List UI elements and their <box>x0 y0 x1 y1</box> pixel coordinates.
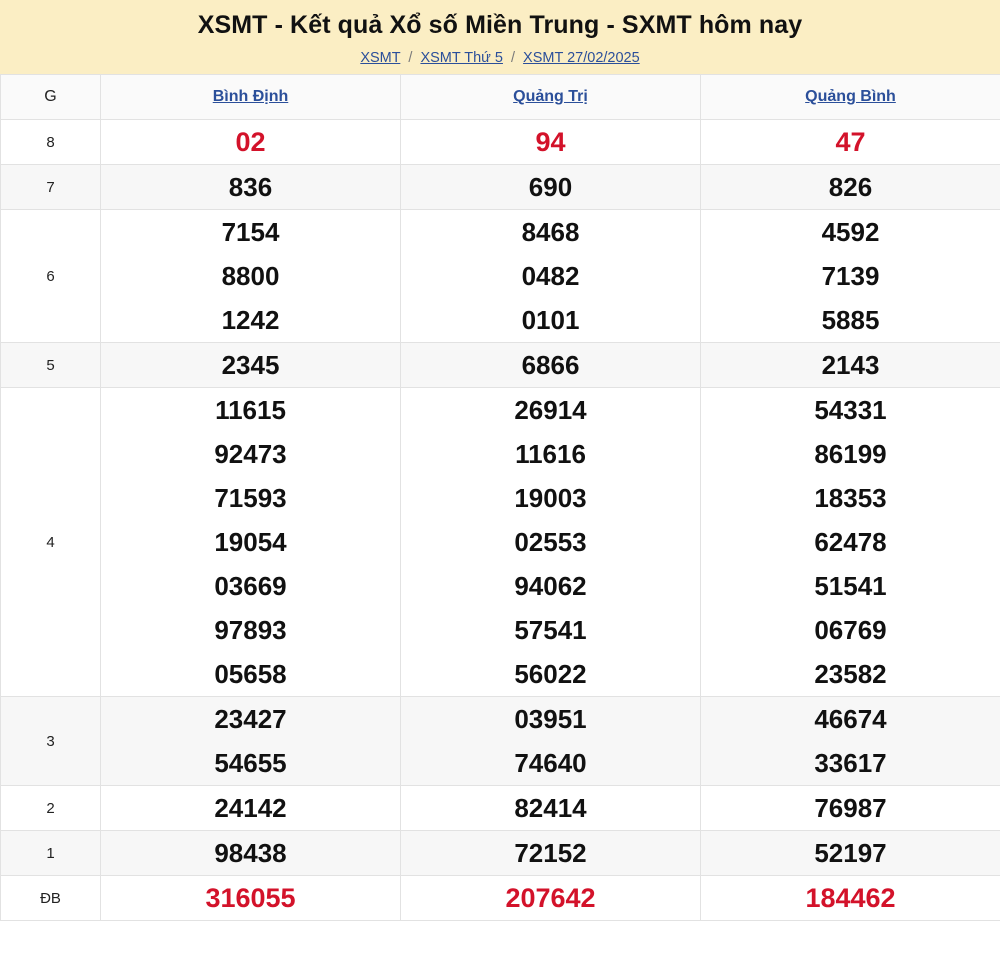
prize-numbers-cell <box>401 120 701 165</box>
lottery-number: 97893 <box>214 615 287 646</box>
lottery-number: 94062 <box>514 571 587 602</box>
lottery-number: 05658 <box>214 659 287 690</box>
prize-numbers-cell <box>401 831 701 876</box>
table-row <box>1 876 1000 921</box>
page-header <box>0 0 1000 74</box>
lottery-number: 94 <box>535 127 566 158</box>
prize-numbers-cell <box>701 165 1000 210</box>
results-table <box>0 74 1000 921</box>
lottery-number: 62478 <box>814 527 887 558</box>
lottery-number: 82414 <box>514 793 587 824</box>
prize-label: 1 <box>1 831 101 876</box>
column-header-province-3 <box>701 75 1000 120</box>
lottery-number: 33617 <box>814 748 887 779</box>
lottery-number: 02 <box>235 127 266 158</box>
prize-numbers-cell <box>101 165 401 210</box>
lottery-number: 8800 <box>221 261 280 292</box>
lottery-number: 56022 <box>514 659 587 690</box>
table-row <box>1 165 1000 210</box>
lottery-number: 0482 <box>521 261 580 292</box>
prize-numbers-cell <box>101 876 401 921</box>
lottery-number: 8468 <box>521 217 580 248</box>
lottery-number: 54331 <box>814 395 887 426</box>
lottery-number: 4592 <box>821 217 880 248</box>
prize-numbers-cell <box>101 786 401 831</box>
prize-numbers-cell <box>701 210 1000 343</box>
lottery-number: 72152 <box>514 838 587 869</box>
table-body <box>1 120 1000 921</box>
table-row <box>1 388 1000 697</box>
table-row <box>1 697 1000 786</box>
prize-numbers-cell <box>101 697 401 786</box>
lottery-number: 52197 <box>814 838 887 869</box>
prize-label: 7 <box>1 165 101 210</box>
lottery-number: 1242 <box>221 305 280 336</box>
table-row <box>1 120 1000 165</box>
prize-numbers-cell <box>701 388 1000 697</box>
column-header-province-1 <box>101 75 401 120</box>
prize-label: 6 <box>1 210 101 343</box>
lottery-number: 71593 <box>214 483 287 514</box>
prize-numbers-cell <box>401 388 701 697</box>
province-link-2[interactable]: Quảng Trị <box>513 88 588 106</box>
prize-numbers-cell <box>701 831 1000 876</box>
province-link-3[interactable]: Quảng Bình <box>805 88 896 106</box>
lottery-number: 51541 <box>814 571 887 602</box>
breadcrumb-link-2[interactable]: XSMT Thứ 5 <box>420 50 503 67</box>
prize-numbers-cell <box>101 120 401 165</box>
lottery-number: 184462 <box>805 883 896 914</box>
prize-numbers-cell <box>101 210 401 343</box>
table-row <box>1 786 1000 831</box>
lottery-number: 5885 <box>821 305 880 336</box>
lottery-number: 18353 <box>814 483 887 514</box>
lottery-number: 19003 <box>514 483 587 514</box>
lottery-number: 92473 <box>214 439 287 470</box>
table-row <box>1 343 1000 388</box>
lottery-number: 98438 <box>214 838 287 869</box>
lottery-number: 24142 <box>214 793 287 824</box>
lottery-number: 826 <box>828 172 873 203</box>
prize-numbers-cell <box>401 165 701 210</box>
lottery-number: 46674 <box>814 704 887 735</box>
column-header-prize: G <box>1 75 101 120</box>
lottery-number: 03951 <box>514 704 587 735</box>
prize-numbers-cell <box>701 343 1000 388</box>
lottery-number: 02553 <box>514 527 587 558</box>
prize-numbers-cell <box>401 210 701 343</box>
lottery-number: 19054 <box>214 527 287 558</box>
prize-numbers-cell <box>701 120 1000 165</box>
breadcrumb-link-0[interactable]: XSMT <box>360 50 401 67</box>
prize-numbers-cell <box>101 343 401 388</box>
province-link-1[interactable]: Bình Định <box>212 88 289 106</box>
prize-numbers-cell <box>401 786 701 831</box>
prize-label: 8 <box>1 120 101 165</box>
lottery-number: 03669 <box>214 571 287 602</box>
prize-label: 3 <box>1 697 101 786</box>
lottery-number: 76987 <box>814 793 887 824</box>
lottery-number: 11616 <box>515 439 586 470</box>
table-row <box>1 210 1000 343</box>
lottery-number: 57541 <box>514 615 587 646</box>
lottery-number: 26914 <box>514 395 587 426</box>
lottery-number: 86199 <box>814 439 887 470</box>
prize-numbers-cell <box>701 697 1000 786</box>
lottery-number: 2345 <box>221 350 280 381</box>
lottery-number: 23427 <box>214 704 287 735</box>
prize-numbers-cell <box>701 786 1000 831</box>
lottery-number: 06769 <box>814 615 887 646</box>
lottery-number: 7139 <box>821 261 880 292</box>
lottery-number: 23582 <box>814 659 887 690</box>
lottery-number: 690 <box>528 172 573 203</box>
prize-label: ĐB <box>1 876 101 921</box>
column-header-province-2 <box>401 75 701 120</box>
breadcrumb-link-4[interactable]: XSMT 27/02/2025 <box>523 50 640 67</box>
breadcrumb-separator-3: / <box>510 50 516 67</box>
lottery-number: 54655 <box>214 748 287 779</box>
breadcrumb-separator-1: / <box>408 50 413 67</box>
lottery-number: 6866 <box>521 350 580 381</box>
lottery-number: 11615 <box>215 395 286 426</box>
lottery-number: 316055 <box>205 883 296 914</box>
prize-numbers-cell <box>101 831 401 876</box>
prize-numbers-cell <box>401 343 701 388</box>
table-header <box>1 75 1000 120</box>
lottery-number: 0101 <box>521 305 580 336</box>
lottery-number: 47 <box>835 127 866 158</box>
breadcrumb <box>0 50 1000 66</box>
prize-numbers-cell <box>401 876 701 921</box>
table-row <box>1 831 1000 876</box>
prize-label: 2 <box>1 786 101 831</box>
prize-numbers-cell <box>701 876 1000 921</box>
page-title: XSMT - Kết quả Xổ số Miền Trung - SXMT hôm nay <box>197 11 803 39</box>
lottery-number: 7154 <box>221 217 280 248</box>
lottery-number: 836 <box>228 172 273 203</box>
lottery-number: 207642 <box>505 883 596 914</box>
table-header-row <box>1 75 1000 120</box>
prize-label: 5 <box>1 343 101 388</box>
prize-numbers-cell <box>401 697 701 786</box>
lottery-number: 2143 <box>821 350 880 381</box>
lottery-number: 74640 <box>514 748 587 779</box>
prize-label: 4 <box>1 388 101 697</box>
prize-numbers-cell <box>101 388 401 697</box>
